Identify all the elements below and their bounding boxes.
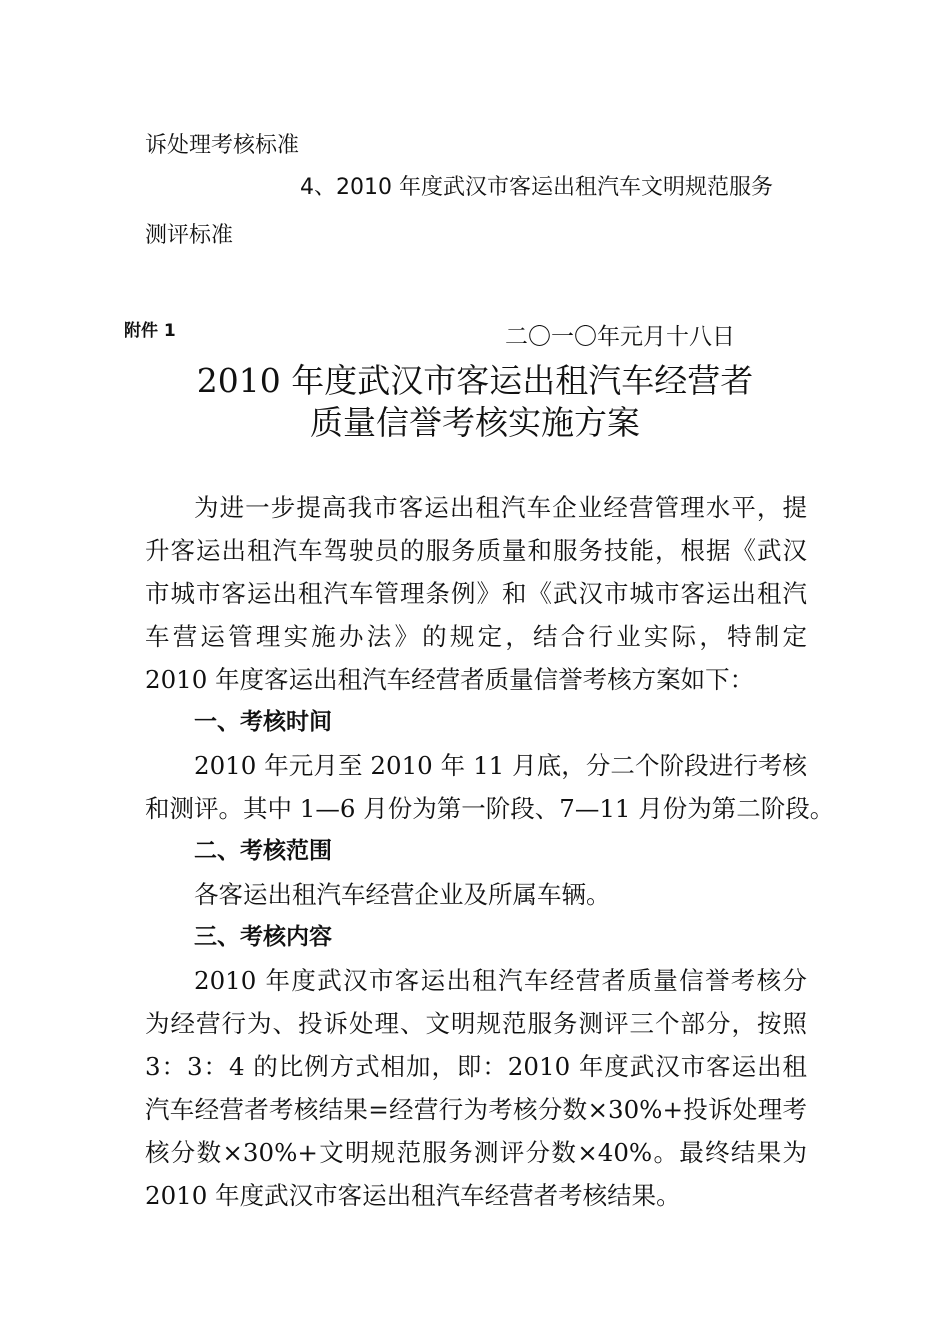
list-item-4-continuation: 测评标准 xyxy=(145,223,234,248)
paragraph-line: 和测评。其中 1—6 月份为第一阶段、7—11 月份为第二阶段。 xyxy=(145,794,835,823)
list-item-continuation: 诉处理考核标准 xyxy=(145,133,300,158)
paragraph-line: 2010 年度武汉市客运出租汽车经营者质量信誉考核分 xyxy=(194,966,807,995)
paragraph-line: 为经营行为、投诉处理、文明规范服务测评三个部分，按照 xyxy=(145,1009,807,1038)
paragraph-line: 3：3：4 的比例方式相加，即：2010 年度武汉市客运出租 xyxy=(145,1052,807,1081)
document-date: 二〇一〇年元月十八日 xyxy=(505,324,735,350)
document-title xyxy=(0,360,950,444)
paragraph-line: 升客运出租汽车驾驶员的服务质量和服务技能，根据《武汉 xyxy=(145,536,807,565)
attachment-label: 附件 1 xyxy=(124,321,176,341)
section-heading-content: 三、考核内容 xyxy=(194,924,332,950)
paragraph-line: 市城市客运出租汽车管理条例》和《武汉市城市客运出租汽 xyxy=(145,579,807,608)
section-heading-scope: 二、考核范围 xyxy=(194,838,332,864)
paragraph-line: 汽车经营者考核结果=经营行为考核分数×30%+投诉处理考 xyxy=(145,1095,807,1124)
title-line-2: 质量信誉考核实施方案 xyxy=(310,403,640,442)
paragraph-line: 2010 年度武汉市客运出租汽车经营者考核结果。 xyxy=(145,1181,681,1210)
paragraph-line: 车营运管理实施办法》的规定，结合行业实际，特制定 xyxy=(145,622,807,651)
title-line-1: 2010 年度武汉市客运出租汽车经营者 xyxy=(196,361,754,400)
list-item-4: 4、2010 年度武汉市客运出租汽车文明规范服务 xyxy=(300,175,773,200)
paragraph-line: 为进一步提高我市客运出租汽车企业经营管理水平，提 xyxy=(194,493,807,522)
paragraph-line: 2010 年度客运出租汽车经营者质量信誉考核方案如下： xyxy=(145,665,755,694)
paragraph-line: 2010 年元月至 2010 年 11 月底，分二个阶段进行考核 xyxy=(194,751,807,780)
paragraph-line: 各客运出租汽车经营企业及所属车辆。 xyxy=(194,880,611,909)
section-heading-time: 一、考核时间 xyxy=(194,709,332,735)
paragraph-line: 核分数×30%+文明规范服务测评分数×40%。最终结果为 xyxy=(145,1138,807,1167)
